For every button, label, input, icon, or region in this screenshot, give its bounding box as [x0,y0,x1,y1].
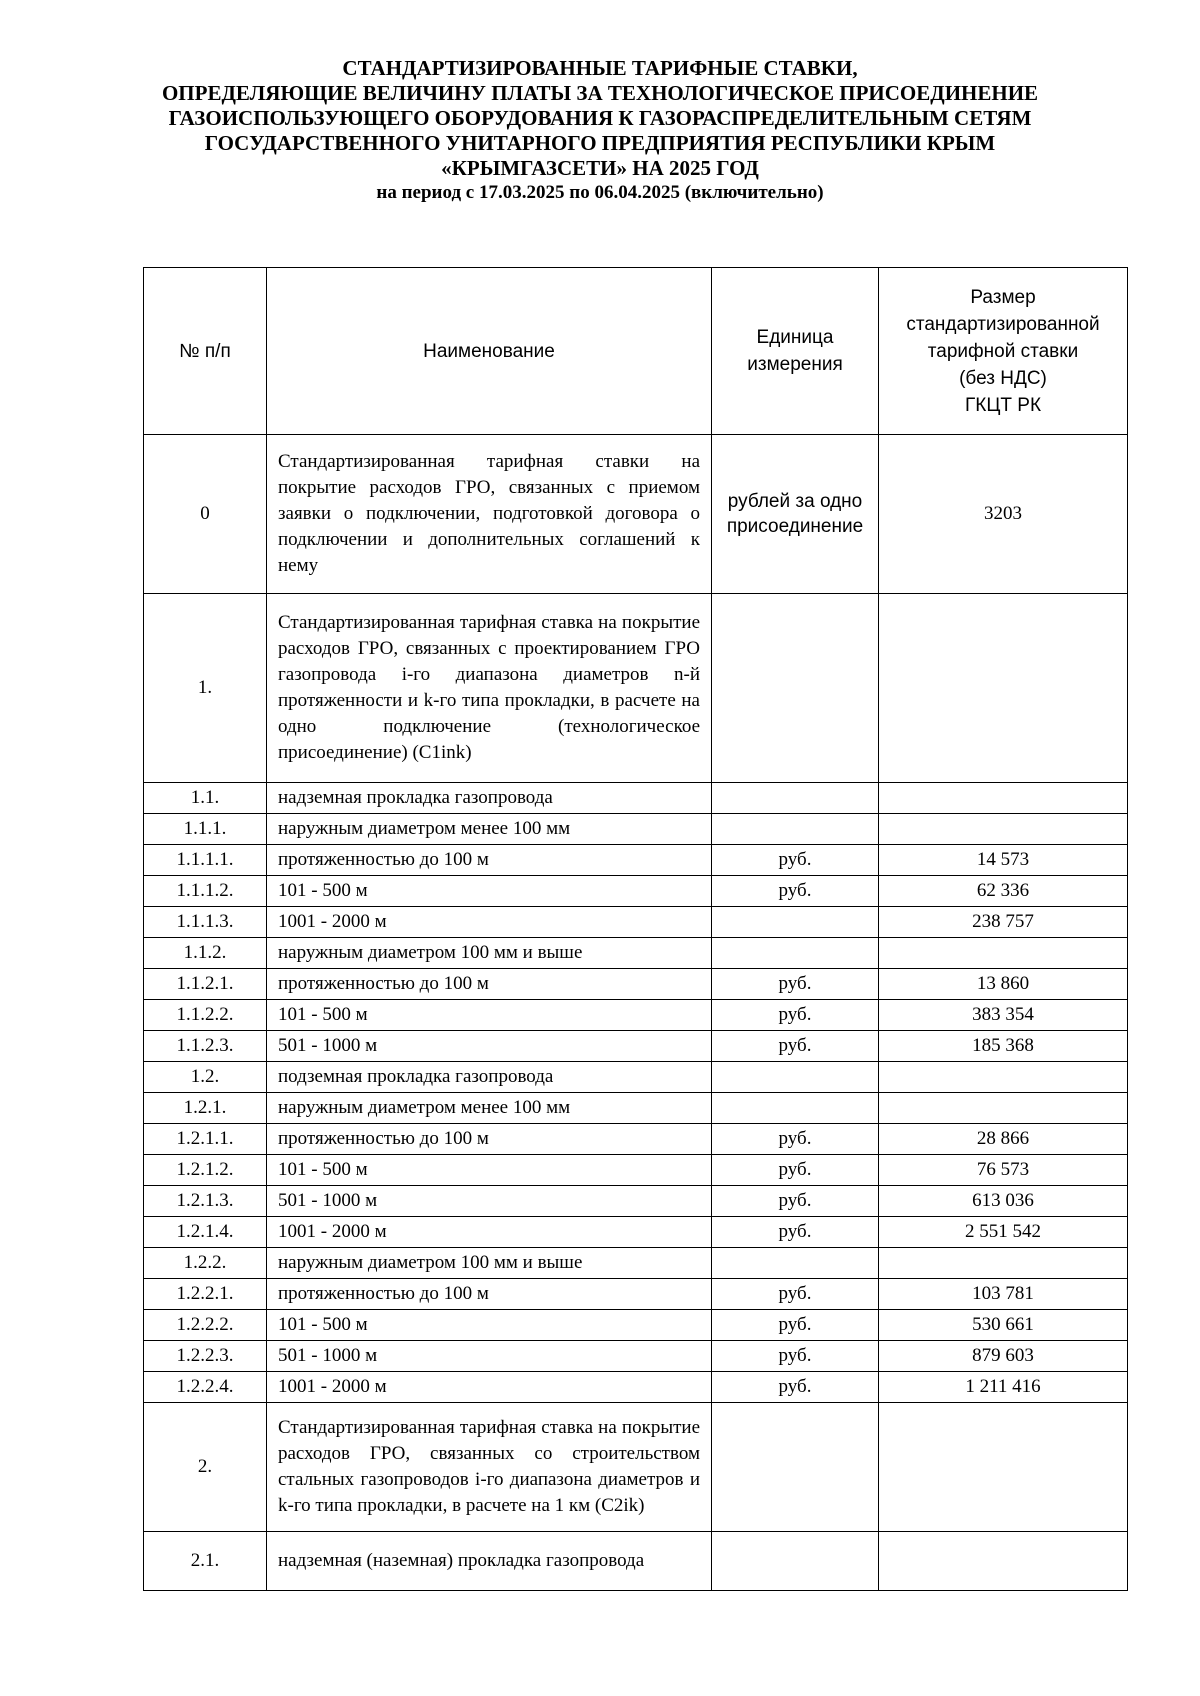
cell-name: Стандартизированная тарифная ставки на покрытие расходов ГРО, связанных с приемом заявки о подключении, подготовкой договора о подключении и дополнительных соглашений к нему [267,435,712,594]
cell-unit [712,938,879,969]
cell-num: 2.1. [144,1532,267,1591]
table-row [144,1062,1128,1093]
title-line-3: ГАЗОИСПОЛЬЗУЮЩЕГО ОБОРУДОВАНИЯ К ГАЗОРАСПРЕДЕЛИТЕЛЬНЫМ СЕТЯМ [168,106,1032,130]
title-line-2: ОПРЕДЕЛЯЮЩИЕ ВЕЛИЧИНУ ПЛАТЫ ЗА ТЕХНОЛОГИЧЕСКОЕ ПРИСОЕДИНЕНИЕ [161,81,1039,105]
cell-num: 1.1.1. [144,814,267,845]
cell-unit [712,1248,879,1279]
column-header-rate-line-1: Размер [970,286,1036,308]
cell-num: 1.2.1. [144,1093,267,1124]
column-header-unit-line-2: измерения [747,354,843,375]
table-row [144,1372,1128,1403]
cell-num: 1.1.2.2. [144,1000,267,1031]
title-line-1: СТАНДАРТИЗИРОВАННЫЕ ТАРИФНЫЕ СТАВКИ, [342,56,858,80]
cell-name: надземная прокладка газопровода [267,783,712,814]
cell-value: 2 551 542 [879,1217,1128,1248]
cell-unit: руб. [712,1217,879,1248]
tariff-table [143,267,1128,1591]
cell-num: 1.1.2.1. [144,969,267,1000]
column-header-rate-line-4: (без НДС) [959,367,1047,389]
cell-name: 101 - 500 м [267,1000,712,1031]
cell-value [879,1093,1128,1124]
cell-unit: руб. [712,1279,879,1310]
cell-name: 1001 - 2000 м [267,1217,712,1248]
cell-value: 238 757 [879,907,1128,938]
cell-value: 383 354 [879,1000,1128,1031]
title-period: на период с 17.03.2025 по 06.04.2025 (включительно) [376,182,824,203]
column-header-unit-line-1: Единица [756,327,834,348]
cell-name: 101 - 500 м [267,1310,712,1341]
table-row [144,1031,1128,1062]
cell-name: надземная (наземная) прокладка газопровода [267,1532,712,1591]
cell-unit: руб. [712,876,879,907]
cell-name: 1001 - 2000 м [267,1372,712,1403]
cell-value: 28 866 [879,1124,1128,1155]
table-row [144,1155,1128,1186]
cell-name: протяженностью до 100 м [267,1124,712,1155]
cell-unit [712,907,879,938]
column-header-name: Наименование [267,268,712,435]
cell-num: 1.1. [144,783,267,814]
table-header-row [144,268,1128,435]
cell-value [879,594,1128,783]
cell-num: 1.1.1.2. [144,876,267,907]
cell-unit [712,1093,879,1124]
title-line-4: ГОСУДАРСТВЕННОГО УНИТАРНОГО ПРЕДПРИЯТИЯ РЕСПУБЛИКИ КРЫМ [204,131,996,155]
cell-unit: руб. [712,1031,879,1062]
cell-value: 3203 [879,435,1128,594]
cell-num: 1.2.1.3. [144,1186,267,1217]
cell-unit: руб. [712,1341,879,1372]
cell-num: 1.2.2.4. [144,1372,267,1403]
cell-unit [712,814,879,845]
cell-num: 1.2. [144,1062,267,1093]
column-header-num: № п/п [144,268,267,435]
cell-unit [712,1062,879,1093]
cell-name: 501 - 1000 м [267,1186,712,1217]
cell-num: 1.1.1.3. [144,907,267,938]
table-row [144,845,1128,876]
cell-value: 185 368 [879,1031,1128,1062]
cell-value: 879 603 [879,1341,1128,1372]
cell-unit: руб. [712,1310,879,1341]
cell-unit [712,1532,879,1591]
table-row [144,1403,1128,1532]
cell-name: наружным диаметром 100 мм и выше [267,938,712,969]
cell-name: протяженностью до 100 м [267,845,712,876]
cell-unit: руб. [712,1124,879,1155]
cell-name: подземная прокладка газопровода [267,1062,712,1093]
table-row [144,1341,1128,1372]
cell-unit [712,1403,879,1532]
table-row [144,1279,1128,1310]
cell-num: 1.2.1.1. [144,1124,267,1155]
cell-name: 101 - 500 м [267,1155,712,1186]
cell-name: 101 - 500 м [267,876,712,907]
cell-value: 530 661 [879,1310,1128,1341]
title-line-5: «КРЫМГАЗСЕТИ» НА 2025 ГОД [441,156,759,180]
cell-unit: рублей за одно присоединение [712,435,879,594]
cell-unit [712,594,879,783]
cell-value: 14 573 [879,845,1128,876]
cell-name: Стандартизированная тарифная ставка на покрытие расходов ГРО, связанных со строительством стальных газопроводов i-го диапазона диаметров и k-го типа прокладки, в расчете на 1 км (C2ik) [267,1403,712,1532]
cell-num: 1.2.2.2. [144,1310,267,1341]
cell-num: 1. [144,594,267,783]
table-row [144,814,1128,845]
cell-name: 1001 - 2000 м [267,907,712,938]
cell-value: 62 336 [879,876,1128,907]
cell-value [879,814,1128,845]
table-row [144,907,1128,938]
cell-name: 501 - 1000 м [267,1341,712,1372]
cell-value: 1 211 416 [879,1372,1128,1403]
column-header-rate-line-2: стандартизированной [906,313,1100,335]
cell-name: наружным диаметром менее 100 мм [267,814,712,845]
cell-name: наружным диаметром 100 мм и выше [267,1248,712,1279]
cell-unit: руб. [712,969,879,1000]
cell-value [879,1248,1128,1279]
table-row [144,435,1128,594]
cell-unit: руб. [712,845,879,876]
cell-num: 1.2.2.3. [144,1341,267,1372]
cell-unit: руб. [712,1186,879,1217]
table-row [144,969,1128,1000]
cell-num: 1.1.2. [144,938,267,969]
table-row [144,1124,1128,1155]
cell-unit: руб. [712,1000,879,1031]
cell-unit: руб. [712,1372,879,1403]
table-row [144,1217,1128,1248]
table-row [144,783,1128,814]
cell-num: 1.1.1.1. [144,845,267,876]
cell-name: протяженностью до 100 м [267,969,712,1000]
table-row [144,1532,1128,1591]
cell-unit [712,783,879,814]
document-header [0,56,1200,205]
cell-name: Стандартизированная тарифная ставка на покрытие расходов ГРО, связанных с проектированием ГРО газопровода i-го диапазона диаметров n-й протяженности и k-го типа прокладки, в расчете на одно подключение (технологическое присоединение) (C1ink) [267,594,712,783]
column-header-rate-line-5: ГКЦТ РК [964,394,1042,416]
cell-num: 1.2.1.2. [144,1155,267,1186]
table-row [144,938,1128,969]
cell-value [879,938,1128,969]
table-row [144,876,1128,907]
cell-value: 76 573 [879,1155,1128,1186]
cell-value: 103 781 [879,1279,1128,1310]
cell-num: 1.2.2. [144,1248,267,1279]
cell-value: 13 860 [879,969,1128,1000]
table-row [144,1248,1128,1279]
cell-unit: руб. [712,1155,879,1186]
cell-value [879,1532,1128,1591]
cell-num: 0 [144,435,267,594]
table-row [144,1310,1128,1341]
cell-value [879,783,1128,814]
cell-value [879,1403,1128,1532]
column-header-rate [879,268,1128,435]
column-header-rate-line-3: тарифной ставки [927,340,1079,362]
cell-num: 2. [144,1403,267,1532]
cell-name: наружным диаметром менее 100 мм [267,1093,712,1124]
cell-name: протяженностью до 100 м [267,1279,712,1310]
cell-num: 1.1.2.3. [144,1031,267,1062]
cell-name: 501 - 1000 м [267,1031,712,1062]
table-row [144,594,1128,783]
table-row [144,1186,1128,1217]
cell-value [879,1062,1128,1093]
table-row [144,1000,1128,1031]
cell-num: 1.2.1.4. [144,1217,267,1248]
cell-num: 1.2.2.1. [144,1279,267,1310]
column-header-unit [712,268,879,435]
cell-value: 613 036 [879,1186,1128,1217]
table-row [144,1093,1128,1124]
